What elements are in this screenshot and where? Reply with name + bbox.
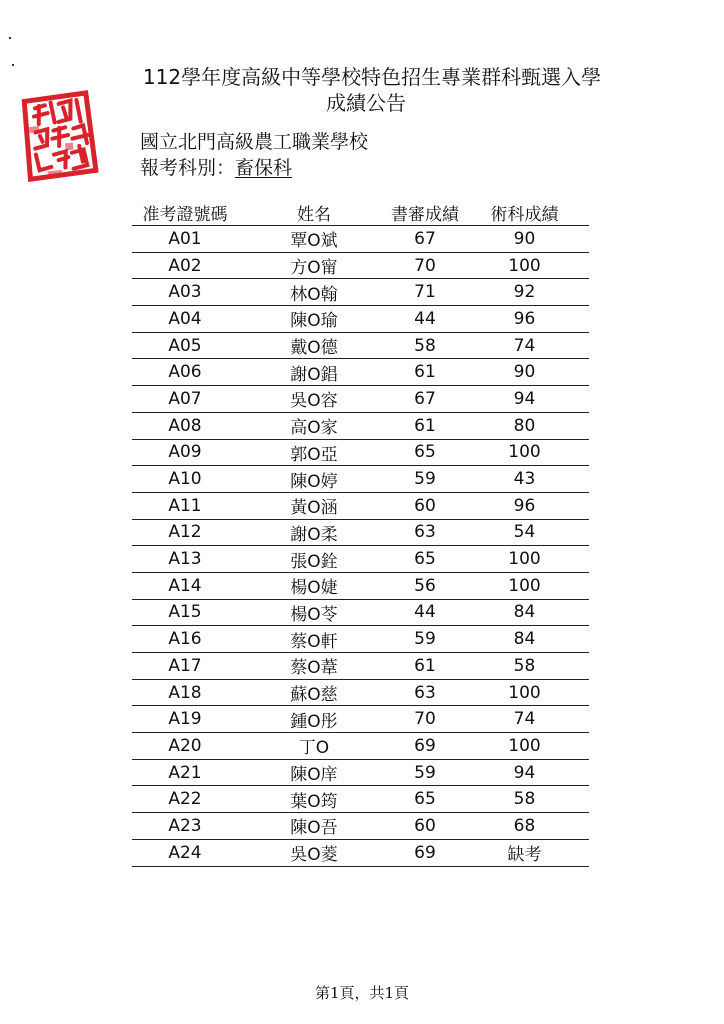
table-row bbox=[132, 412, 589, 439]
cell-document-score: 70 bbox=[390, 252, 460, 279]
cell-exam-number: A07 bbox=[132, 386, 238, 413]
column-header-exam-number: 准考證號碼 bbox=[132, 199, 238, 226]
cell-exam-number: A22 bbox=[132, 786, 238, 813]
cell-document-score: 58 bbox=[390, 332, 460, 359]
cell-document-score: 59 bbox=[390, 759, 460, 786]
cell-exam-number: A19 bbox=[132, 706, 238, 733]
column-header-practical-score: 術科成績 bbox=[460, 199, 589, 226]
cell-exam-number: A15 bbox=[132, 599, 238, 626]
table-row bbox=[132, 653, 589, 680]
cell-name: 黃O涵 bbox=[238, 492, 390, 519]
table-row bbox=[132, 332, 589, 359]
cell-document-score: 67 bbox=[390, 386, 460, 413]
cell-practical-score: 58 bbox=[460, 653, 589, 680]
cell-name: 高O家 bbox=[238, 412, 390, 439]
cell-exam-number: A17 bbox=[132, 653, 238, 680]
cell-document-score: 60 bbox=[390, 813, 460, 840]
table-row bbox=[132, 759, 589, 786]
cell-exam-number: A04 bbox=[132, 306, 238, 333]
cell-name: 楊O苓 bbox=[238, 599, 390, 626]
cell-practical-score: 90 bbox=[460, 226, 589, 253]
cell-name: 葉O筠 bbox=[238, 786, 390, 813]
cell-document-score: 59 bbox=[390, 626, 460, 653]
school-name: 國立北門高級農工職業學校 bbox=[140, 131, 369, 153]
table-row bbox=[132, 546, 589, 573]
cell-name: 蔡O軒 bbox=[238, 626, 390, 653]
cell-exam-number: A03 bbox=[132, 279, 238, 306]
cell-name: 丁O bbox=[238, 733, 390, 760]
cell-document-score: 60 bbox=[390, 492, 460, 519]
table-row bbox=[132, 679, 589, 706]
scan-speck bbox=[9, 37, 11, 39]
cell-practical-score: 94 bbox=[460, 386, 589, 413]
cell-document-score: 65 bbox=[390, 786, 460, 813]
department-value: 畜保科 bbox=[235, 157, 293, 179]
table-row bbox=[132, 733, 589, 760]
cell-name: 方O甯 bbox=[238, 252, 390, 279]
cell-name: 陳O瑜 bbox=[238, 306, 390, 333]
cell-name: 楊O婕 bbox=[238, 572, 390, 599]
cell-name: 陳O庠 bbox=[238, 759, 390, 786]
cell-document-score: 69 bbox=[390, 839, 460, 866]
cell-name: 吳O菱 bbox=[238, 839, 390, 866]
cell-practical-score: 74 bbox=[460, 706, 589, 733]
cell-document-score: 59 bbox=[390, 466, 460, 493]
cell-practical-score: 58 bbox=[460, 786, 589, 813]
cell-practical-score: 96 bbox=[460, 492, 589, 519]
cell-document-score: 70 bbox=[390, 706, 460, 733]
cell-name: 蔡O葦 bbox=[238, 653, 390, 680]
cell-name: 林O翰 bbox=[238, 279, 390, 306]
cell-document-score: 69 bbox=[390, 733, 460, 760]
table-row bbox=[132, 786, 589, 813]
cell-exam-number: A08 bbox=[132, 412, 238, 439]
cell-name: 謝O錩 bbox=[238, 359, 390, 386]
table-header-row bbox=[132, 199, 589, 226]
cell-document-score: 44 bbox=[390, 599, 460, 626]
cell-exam-number: A23 bbox=[132, 813, 238, 840]
cell-exam-number: A10 bbox=[132, 466, 238, 493]
department-line bbox=[140, 156, 292, 180]
cell-exam-number: A09 bbox=[132, 439, 238, 466]
table-row bbox=[132, 252, 589, 279]
cell-practical-score: 84 bbox=[460, 626, 589, 653]
table-row bbox=[132, 359, 589, 386]
cell-document-score: 61 bbox=[390, 653, 460, 680]
cell-exam-number: A12 bbox=[132, 519, 238, 546]
cell-name: 戴O德 bbox=[238, 332, 390, 359]
cell-name: 覃O斌 bbox=[238, 226, 390, 253]
cell-practical-score: 100 bbox=[460, 546, 589, 573]
cell-practical-score: 43 bbox=[460, 466, 589, 493]
announcement-subtitle: 成績公告 bbox=[326, 91, 406, 115]
cell-document-score: 61 bbox=[390, 412, 460, 439]
cell-name: 謝O柔 bbox=[238, 519, 390, 546]
department-label: 報考科別： bbox=[140, 157, 236, 179]
cell-exam-number: A13 bbox=[132, 546, 238, 573]
cell-practical-score: 90 bbox=[460, 359, 589, 386]
table-row bbox=[132, 706, 589, 733]
table-row bbox=[132, 279, 589, 306]
table-row bbox=[132, 226, 589, 253]
cell-practical-score: 96 bbox=[460, 306, 589, 333]
table-row bbox=[132, 386, 589, 413]
cell-exam-number: A06 bbox=[132, 359, 238, 386]
cell-practical-score: 缺考 bbox=[460, 839, 589, 866]
cell-name: 吳O容 bbox=[238, 386, 390, 413]
cell-exam-number: A02 bbox=[132, 252, 238, 279]
cell-document-score: 65 bbox=[390, 546, 460, 573]
cell-practical-score: 94 bbox=[460, 759, 589, 786]
score-table bbox=[132, 199, 589, 867]
cell-name: 陳O吾 bbox=[238, 813, 390, 840]
cell-document-score: 67 bbox=[390, 226, 460, 253]
cell-practical-score: 100 bbox=[460, 679, 589, 706]
cell-exam-number: A01 bbox=[132, 226, 238, 253]
cell-practical-score: 68 bbox=[460, 813, 589, 840]
cell-name: 蘇O慈 bbox=[238, 679, 390, 706]
cell-practical-score: 100 bbox=[460, 733, 589, 760]
table-row bbox=[132, 492, 589, 519]
cell-document-score: 65 bbox=[390, 439, 460, 466]
cell-name: 鍾O彤 bbox=[238, 706, 390, 733]
cell-practical-score: 100 bbox=[460, 572, 589, 599]
cell-document-score: 63 bbox=[390, 679, 460, 706]
column-header-document-score: 書審成績 bbox=[390, 199, 460, 226]
cell-document-score: 71 bbox=[390, 279, 460, 306]
table-row bbox=[132, 519, 589, 546]
table-row bbox=[132, 306, 589, 333]
cell-exam-number: A14 bbox=[132, 572, 238, 599]
cell-exam-number: A11 bbox=[132, 492, 238, 519]
cell-practical-score: 100 bbox=[460, 439, 589, 466]
cell-name: 張O銓 bbox=[238, 546, 390, 573]
cell-practical-score: 84 bbox=[460, 599, 589, 626]
table-row bbox=[132, 439, 589, 466]
cell-document-score: 44 bbox=[390, 306, 460, 333]
table-row bbox=[132, 813, 589, 840]
cell-exam-number: A24 bbox=[132, 839, 238, 866]
cell-name: 陳O婷 bbox=[238, 466, 390, 493]
cell-exam-number: A16 bbox=[132, 626, 238, 653]
cell-exam-number: A05 bbox=[132, 332, 238, 359]
table-row bbox=[132, 626, 589, 653]
cell-name: 郭O亞 bbox=[238, 439, 390, 466]
page-number: 第1頁，共1頁 bbox=[314, 984, 410, 1002]
cell-document-score: 63 bbox=[390, 519, 460, 546]
cell-practical-score: 92 bbox=[460, 279, 589, 306]
table-row bbox=[132, 572, 589, 599]
announcement-title: 112學年度高級中等學校特色招生專業群科甄選入學 bbox=[142, 65, 602, 89]
cell-exam-number: A18 bbox=[132, 679, 238, 706]
column-header-name: 姓名 bbox=[238, 199, 390, 226]
cell-exam-number: A21 bbox=[132, 759, 238, 786]
cell-practical-score: 54 bbox=[460, 519, 589, 546]
table-row bbox=[132, 839, 589, 866]
cell-practical-score: 100 bbox=[460, 252, 589, 279]
cell-document-score: 61 bbox=[390, 359, 460, 386]
cell-exam-number: A20 bbox=[132, 733, 238, 760]
table-row bbox=[132, 466, 589, 493]
cell-practical-score: 74 bbox=[460, 332, 589, 359]
cell-practical-score: 80 bbox=[460, 412, 589, 439]
score-table-body bbox=[132, 226, 589, 867]
cell-document-score: 56 bbox=[390, 572, 460, 599]
table-row bbox=[132, 599, 589, 626]
